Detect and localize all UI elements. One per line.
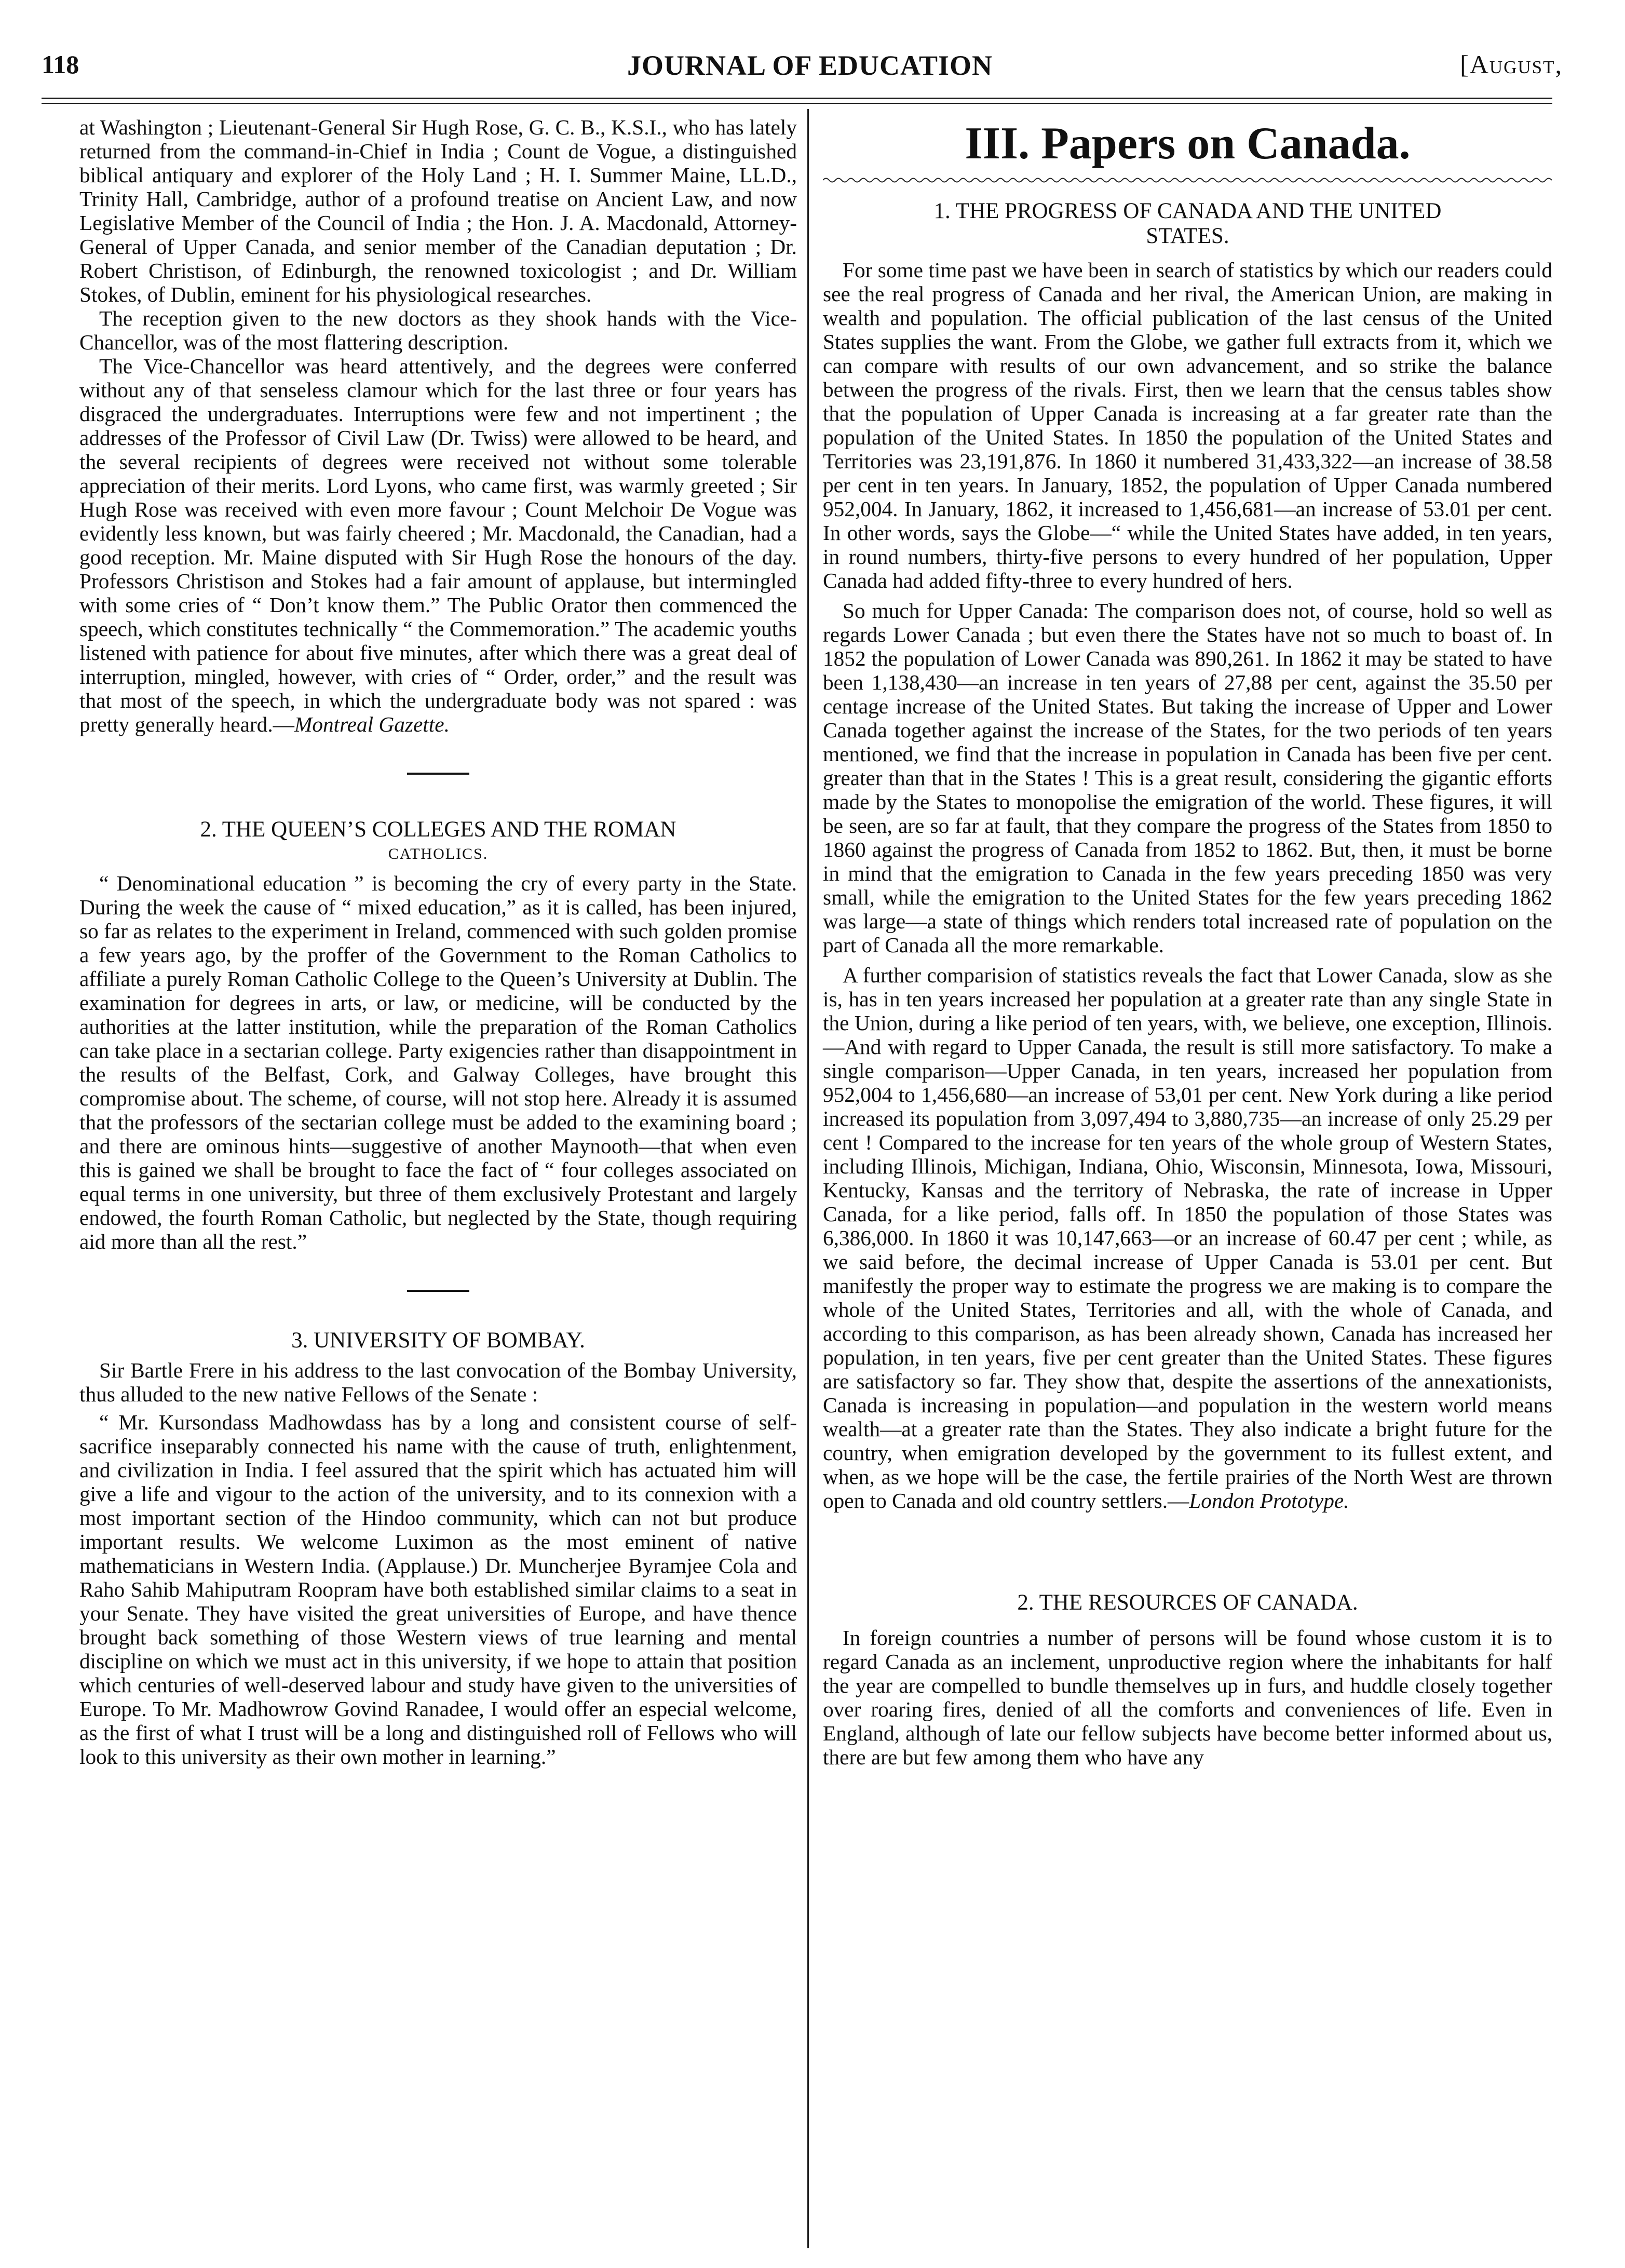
intro-source: Montreal Gazette. [294,712,450,736]
section1-paragraph-3-text: A further comparision of statistics reveals the fact that Lower Canada, slow as she is, has in ten years increased her population at a greater rate than any single State in the Union, during a like period of ten years, with, we believe, one exception, Illinois.—And with regard to Upper Canada, the result is still more satisfactory. To make a single comparison—Upper Canada, in ten years, increased her population from 952,004 to 1,456,680—an increase of 53,01 per cent. New York during a like period increased its population from 3,097,494 to 3,880,735—an increase of only 25.29 per cent ! Compared to the increase for ten years of the whole group of Western States, including Illinois, Michigan, Indiana, Ohio, Wisconsin, Minnesota, Iowa, Missouri, Kentucky, Kansas and the territory of Nebraska, the rate of increase in Upper Canada, for a like period, falls off. In 1850 the population of those States was 6,386,000. In 1860 it was 10,147,663—or an increase of 60.47 per cent ; while, as we said before, the decimal increase of Upper Canada is 53.01 per cent. But manifestly the proper way to estimate the progress we are making is to compare the whole of the United States, Territories and all, with the whole of Canada, and according to this comparison, as has been already shown, Canada has increased her population, in ten years, five per cent greater than the United States. These figures are satisfactory so far. They show that, despite the assertions of the annexationists, Canada is increasing in population—and population in the western world means wealth—at a greater rate than the States. They also indicate a bright future for the country, when emigration developed by the government to its fullest extent, and when, as we hope will be the case, the fertile prairies of the North West are thrown open to Canada and old country settlers.— [823,963,1552,1513]
header-rule-double [42,103,1552,104]
column-divider [807,109,809,2248]
page-header [42,49,1578,91]
right-column [823,115,1552,1769]
left-column [79,115,797,1769]
section1-title-line2: STATES. [1146,224,1229,248]
section1-source: London Prototype. [1189,1489,1349,1513]
intro-paragraph-1: at Washington ; Lieutenant-General Sir Hugh Rose, G. C. B., K.S.I., who has lately returned from the command-in-Chief in India ; Count de Vogue, a distinguished biblical antiquary and explorer of the Holy Land ; H. I. Summer Maine, LL.D., Trinity Hall, Cambridge, author of a profound treatise on Ancient Law, and now Legislative Member of the Council of India ; the Hon. J. A. Macdonald, Attorney-General of Upper Canada, and senior member of the Canadian deputation ; Dr. Robert Christison, of Edinburgh, the renowned toxicologist ; and Dr. William Stokes, of Dublin, eminent for his physiological researches. [79,115,797,306]
section3-quote: “ Mr. Kursondass Madhowdass has by a long and consistent course of self-sacrifice inseparably connected his name with the cause of truth, enlightenment, and civilization in India. I feel assured that the spirit which has actuated him will give a life and vigour to the action of the university, and to its connexion with a most important section of the Hindoo community, which can not but produce important results. We welcome Luximon as the most eminent of native mathematicians in Western India. (Applause.) Dr. Muncherjee Byramjee Cola and Raho Sahib Mahiputram Roopram have both established similar claims to a seat in your Senate. They have visited the great universities of Europe, and have thence brought back something of those Western views of true learning and mental discipline on which we must act in this university, if we hope to attain that position which centuries of well-deserved labour and study have given to the universities of Europe. To Mr. Madhowrow Govind Ranadee, I would offer an especial welcome, as the first of what I trust will be a long and distinguished roll of Fellows who will look to this university as their own mother in learning.” [79,1410,797,1769]
section1-paragraph-2: So much for Upper Canada: The comparison does not, of course, hold so well as regards Lower Canada ; but even there the States have not so much to boast of. In 1852 the population of Lower Canada was 890,261. In 1862 it may be stated to have been 1,138,430—an increase in ten years of 27,88 per cent, against the 35.50 per centage increase of the United States. But taking the increase of Upper and Lower Canada together against the increase of the States, for the two periods of ten years mentioned, we find that the increase in population in Canada has been five per cent. greater than that in the States ! This is a great result, considering the gigantic efforts made by the States to monopolise the emigration of the world. These figures, it will be seen, are so far at fault, that they compare the progress of the States from 1850 to 1860 against the progress of Canada from 1852 to 1862. But, then, it must be borne in mind that the emigration to Canada in the few years preceding 1850 was very small, while the emigration to the United States for the few years preceding 1862 was large—a state of things which renders total increased rate of population on the part of Canada all the more remarkable. [823,599,1552,957]
section2-right-title: 2. THE RESOURCES OF CANADA. [1017,1590,1358,1615]
section3-title: 3. UNIVERSITY OF BOMBAY. [291,1328,585,1353]
section2-title: 2. THE QUEEN’S COLLEGES AND THE ROMAN [200,817,676,842]
section2-text: “ Denominational education ” is becoming the cry of every party in the State. During the week the cause of “ mixed education,” as it is called, has been injured, so far as relates to the experiment in Ireland, commenced with such golden promise a few years ago, by the proffer of the Government to the Roman Catholics to affiliate a purely Roman Catholic College to the Queen’s University at Dublin. The examination for degrees in arts, or law, or medicine, will be conducted by the authorities at the latter institution, while the preparation of the Roman Catholics can take place in a sectarian college. Party exigencies rather than disappointment in the results of the Belfast, Cork, and Galway Colleges, have brought this compromise about. The scheme, of course, will not stop here. Already it is assumed that the professors of the sectarian college must be added to the examining board ; and there are ominous hints—suggestive of another Maynooth—that when even this is gained we shall be brought to face the fact of “ four colleges associated on equal terms in one university, but three of them exclusively Protestant and largely endowed, the fourth Roman Catholic, but neglected by the State, though requiring aid more than all the rest.” [79,871,797,1253]
page-number: 118 [42,50,79,79]
intro-paragraph-3-text: The Vice-Chancellor was heard attentively, and the degrees were conferred without any of that senseless clamour which for the last three or four years has disgraced the undergraduates. Interruptions were few and not impertinent ; the addresses of the Professor of Civil Law (Dr. Twiss) were allowed to be heard, and the several recipients of degrees were received not without some tolerable appreciation of their merits. Lord Lyons, who came first, was warmly greeted ; Sir Hugh Rose was received with even more favour ; Count Melchoir De Vogue was evidently less known, but was fairly cheered ; Mr. Macdonald, the Canadian, had a good reception. Mr. Maine disputed with Sir Hugh Rose the honours of the day. Professors Christison and Stokes had a fair amount of applause, but intermingled with some cries of “ Don’t know them.” The Public Orator then commenced the speech, which constitutes technically “ the Commemoration.” The academic youths listened with patience for about five minutes, after which there was a great deal of interruption, mingled, however, with cries of “ Order, order,” and the result was that most of the speech, in which the undergraduate body was not spared : was pretty generally heard.— [79,354,797,736]
section1-title-line1: 1. THE PROGRESS OF CANADA AND THE UNITED [933,199,1442,223]
journal-title: JOURNAL OF EDUCATION [627,50,993,81]
section3-intro: Sir Bartle Frere in his address to the last convocation of the Bombay University, thus alluded to the new native Fellows of the Senate : [79,1358,797,1406]
month-label: [August, [1460,50,1563,79]
part-heading: III. Papers on Canada. [965,118,1411,169]
section2-right-paragraph-1: In foreign countries a number of persons will be found whose custom it is to regard Canada as an inclement, unproductive region where the inhabitants for half the year are compelled to bundle themselves up in furs, and huddle closely together over roaring fires, denied of all the comforts and conveniences of life. Even in England, although of late our fellow subjects have become better informed about us, there are but few among them who have any [823,1626,1552,1769]
section1-paragraph-3 [823,963,1552,1513]
wavy-rule [823,176,1552,185]
header-rule [42,98,1552,99]
intro-paragraph-2: The reception given to the new doctors as they shook hands with the Vice-Chancellor, was of the most flattering description. [79,306,797,354]
section1-paragraph-1: For some time past we have been in search of statistics by which our readers could see the real progress of Canada and her rival, the American Union, are making in wealth and population. The official publication of the last census of the United States supplies the want. From the Globe, we gather full extracts from it, which we can compare with results of our own advancement, and so strike the balance between the progress of the rivals. First, then we learn that the census tables show that the population of Upper Canada is increasing at a far greater rate than the population of the United States. In 1850 the population of the United States and Territories was 23,191,876. In 1860 it numbered 31,433,322—an increase of 38.58 per cent in ten years. In January, 1852, the population of Upper Canada numbered 952,004. In January, 1862, it increased to 1,456,681—an increase of 53.01 per cent. In other words, says the Globe—“ while the United States have added, in ten years, in round numbers, thirty-five persons to every hundred of her population, Upper Canada had added fifty-three to every hundred of hers. [823,258,1552,592]
section2-subtitle: CATHOLICS. [388,845,489,862]
intro-paragraph-3 [79,354,797,736]
